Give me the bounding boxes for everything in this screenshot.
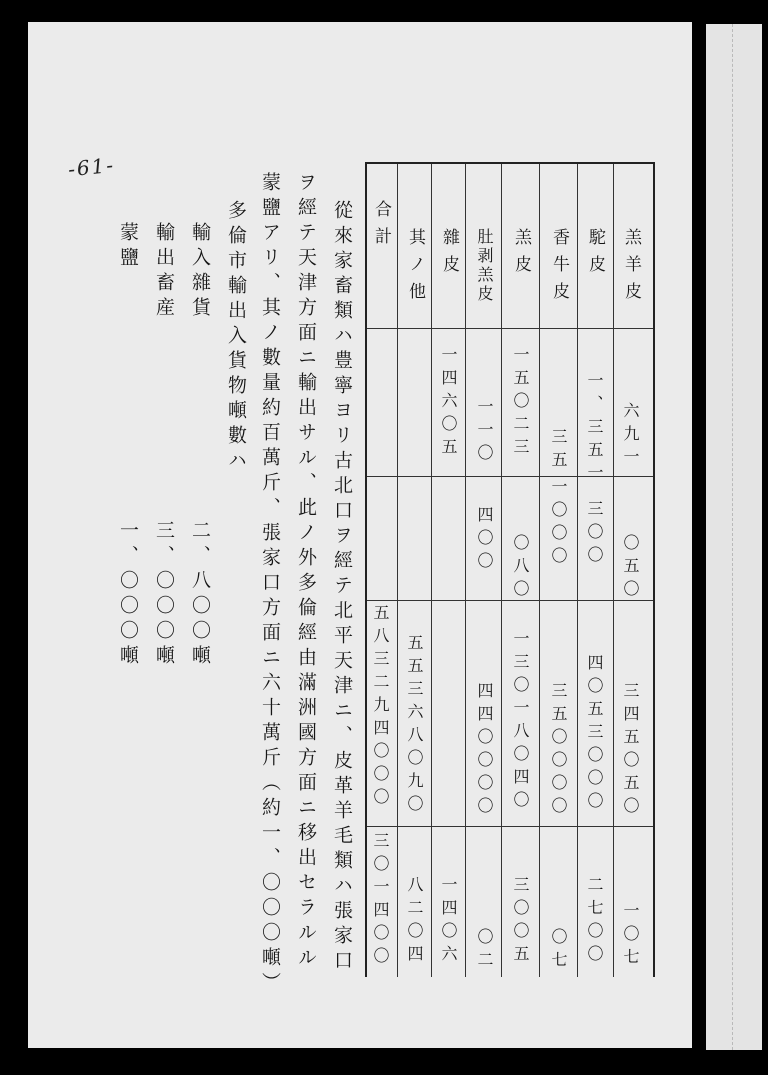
table-cell: 四四〇〇〇〇 <box>475 682 494 820</box>
table-cell: 一四〇六 <box>439 876 458 968</box>
table-cell: 三〇〇 <box>585 500 604 569</box>
table-cell: 一〇〇〇 <box>549 478 568 570</box>
table-row-label: 香牛皮 <box>549 228 569 309</box>
page-number: -61- <box>66 152 117 182</box>
table-cell: 四〇〇 <box>475 506 494 575</box>
tonnage-value-export: 三、〇〇〇噸 <box>153 520 175 670</box>
body-line-1: 從來家畜類ハ豊寧ヨリ古北口ヲ經テ北平天津ニ、皮革羊毛類ハ張家口 <box>331 200 353 975</box>
table-row-label: 羔羊皮 <box>621 228 641 309</box>
body-line-3: 蒙鹽アリ、其ノ數量約百萬斤、張家口方面ニ六十萬斤（約一、〇〇〇噸） <box>259 172 281 997</box>
table-cell: 一五〇二三 <box>511 346 530 461</box>
table-cell: 三五〇〇〇〇 <box>549 682 568 820</box>
body-line-4: 多倫市輸出入貨物噸數ハ <box>225 200 247 475</box>
table-cell: 三五 <box>549 428 568 474</box>
body-line-2: ヲ經テ天津方面ニ輸出サル、此ノ外多倫經由滿洲國方面ニ移出セラルル <box>295 172 317 972</box>
table-row-label: 其ノ他 <box>405 228 425 309</box>
table-cell: 八二〇四 <box>405 876 424 968</box>
table-cell: 〇八〇 <box>511 534 530 603</box>
tonnage-label-salt: 蒙鹽 <box>117 222 139 272</box>
table-cell: 一〇七 <box>621 902 640 971</box>
tonnage-label-export: 輸出畜産 <box>153 222 175 322</box>
table-cell: 一三〇一八〇四〇 <box>511 630 530 814</box>
table-cell-total: 三〇一四〇〇 <box>371 832 390 970</box>
table-cell: 二七〇〇 <box>585 876 604 968</box>
table-cell: 〇五〇 <box>621 534 640 603</box>
table-cell: 一一〇 <box>475 398 494 467</box>
table-cell: 〇二 <box>475 928 494 974</box>
table-row-label: 駝皮 <box>585 228 605 282</box>
table-header-total: 合計 <box>371 200 391 254</box>
adjacent-page-edge <box>706 24 762 1050</box>
table-row-label: 肚剥羔皮 <box>475 228 494 304</box>
tonnage-label-import: 輸入雜貨 <box>189 222 211 322</box>
table-cell: 一四六〇五 <box>439 346 458 461</box>
table-cell: 三〇〇五 <box>511 876 530 968</box>
table-cell: 三四五〇五〇 <box>621 682 640 820</box>
table-cell-total: 五八三二九四〇〇〇 <box>371 604 390 811</box>
table-cell: 一、三五一 <box>585 372 604 487</box>
tonnage-value-import: 二、八〇〇噸 <box>189 520 211 670</box>
table-cell: 五五三六八〇九〇 <box>405 634 424 818</box>
table-cell: 六九一 <box>621 402 640 471</box>
table-row-label: 羔皮 <box>511 228 531 282</box>
tonnage-value-salt: 一、〇〇〇噸 <box>117 520 139 670</box>
table-cell: 〇七 <box>549 928 568 974</box>
table-cell: 四〇五三〇〇〇 <box>585 654 604 815</box>
table-row-label: 雜皮 <box>439 228 459 282</box>
